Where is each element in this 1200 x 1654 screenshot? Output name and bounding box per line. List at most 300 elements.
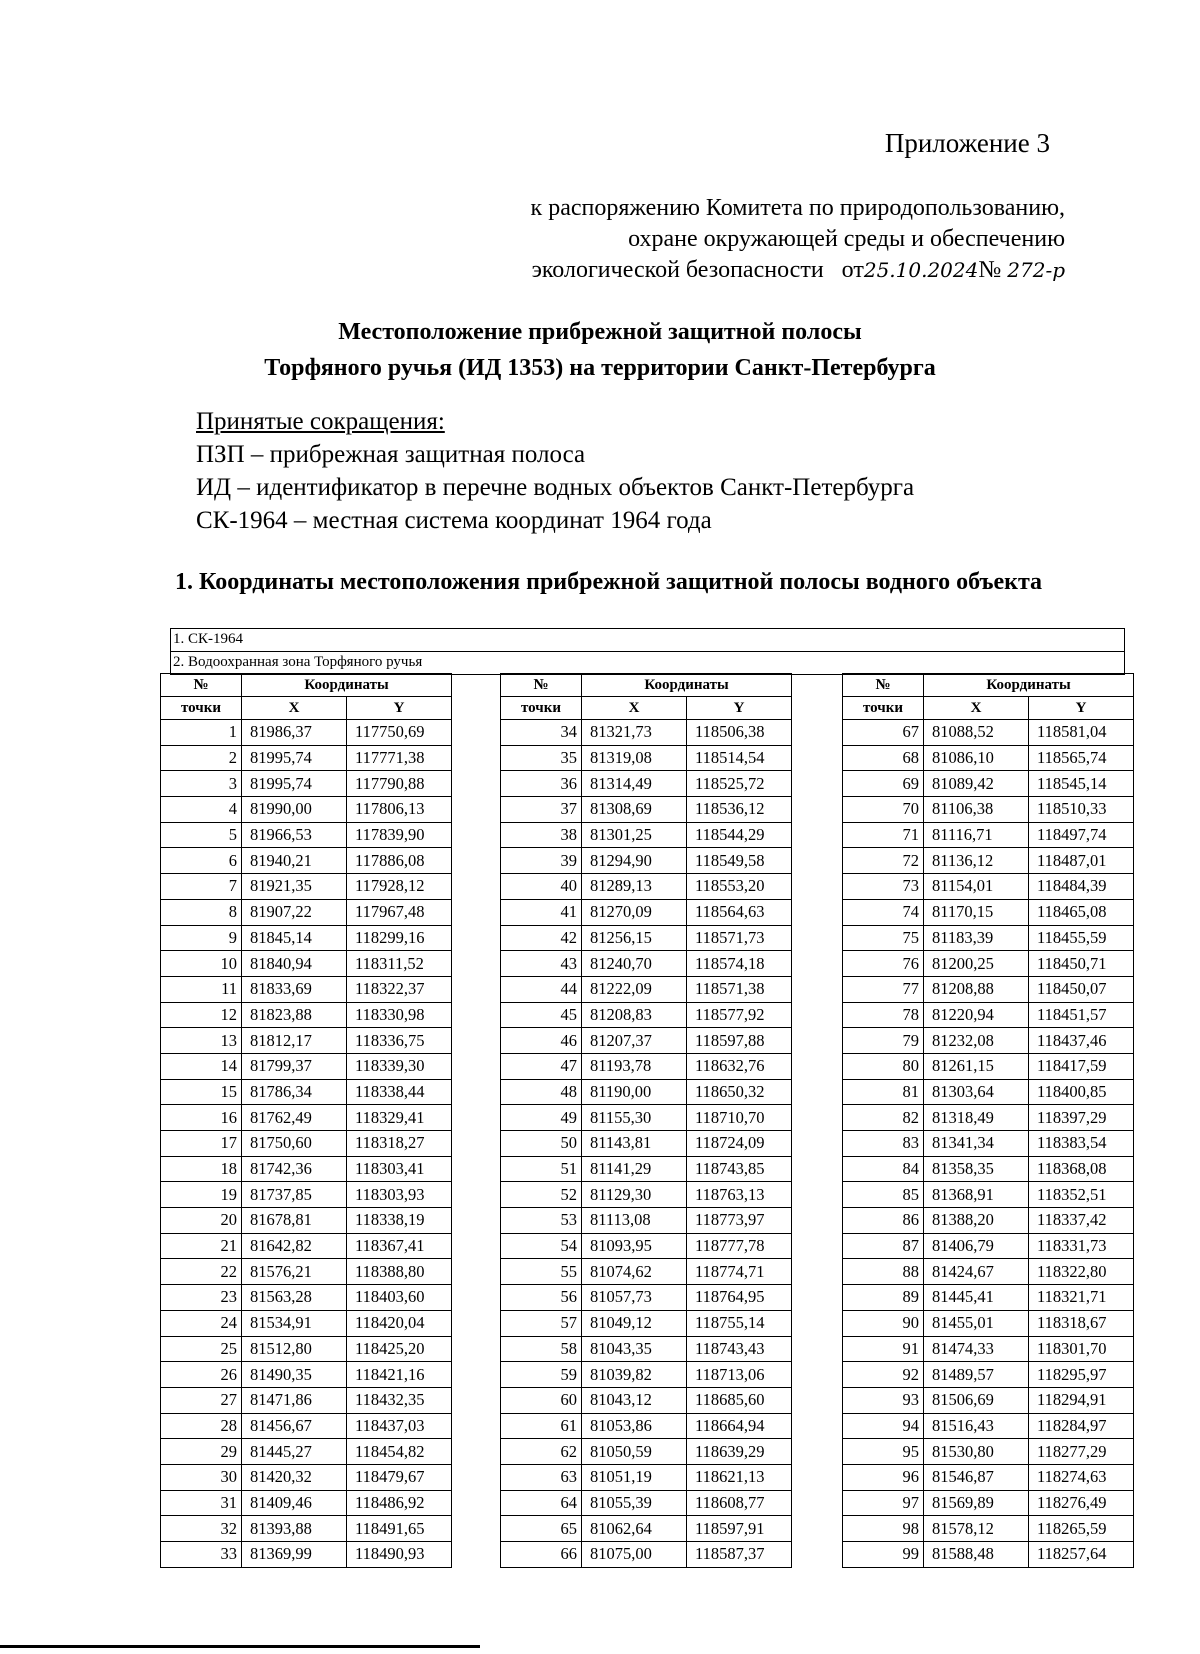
coord-y: 118632,76 — [687, 1053, 792, 1079]
header-y: Y — [347, 697, 452, 720]
bottom-rule — [0, 1645, 480, 1648]
point-number: 91 — [843, 1336, 924, 1362]
table-row — [501, 976, 792, 1002]
point-number: 26 — [161, 1362, 242, 1388]
coord-y: 118743,43 — [687, 1336, 792, 1362]
table-row — [161, 1285, 452, 1311]
coord-y: 118621,13 — [687, 1464, 792, 1490]
table-row — [843, 976, 1134, 1002]
coord-y: 118311,52 — [347, 951, 452, 977]
abbreviations-block — [196, 405, 914, 537]
table-row — [843, 1490, 1134, 1516]
coord-x: 81314,49 — [582, 771, 687, 797]
point-number: 60 — [501, 1387, 582, 1413]
coord-y: 118450,71 — [1029, 951, 1134, 977]
point-number: 72 — [843, 848, 924, 874]
table-row — [843, 1182, 1134, 1208]
coord-y: 118491,65 — [347, 1516, 452, 1542]
coord-x: 81578,12 — [924, 1516, 1029, 1542]
table-row — [501, 1516, 792, 1542]
point-number: 46 — [501, 1028, 582, 1054]
point-number: 62 — [501, 1439, 582, 1465]
coord-y: 118321,71 — [1029, 1285, 1134, 1311]
table-row — [161, 1156, 452, 1182]
point-number: 57 — [501, 1310, 582, 1336]
point-number: 85 — [843, 1182, 924, 1208]
point-number: 17 — [161, 1131, 242, 1157]
coord-x: 81563,28 — [242, 1285, 347, 1311]
point-number: 8 — [161, 899, 242, 925]
coord-y: 118764,95 — [687, 1285, 792, 1311]
coord-y: 118564,63 — [687, 899, 792, 925]
coordinates-table-2 — [500, 673, 792, 1568]
header-point: точки — [501, 697, 582, 720]
point-number: 65 — [501, 1516, 582, 1542]
coord-y: 118303,93 — [347, 1182, 452, 1208]
coord-x: 81113,08 — [582, 1208, 687, 1234]
coord-x: 81301,25 — [582, 822, 687, 848]
point-number: 15 — [161, 1079, 242, 1105]
coord-y: 118525,72 — [687, 771, 792, 797]
coord-y: 118425,20 — [347, 1336, 452, 1362]
coord-y: 118455,59 — [1029, 925, 1134, 951]
coord-x: 81207,37 — [582, 1028, 687, 1054]
table-row — [843, 925, 1134, 951]
point-number: 86 — [843, 1208, 924, 1234]
point-number: 22 — [161, 1259, 242, 1285]
coord-y: 118497,74 — [1029, 822, 1134, 848]
coord-x: 81318,49 — [924, 1105, 1029, 1131]
coord-y: 118581,04 — [1029, 720, 1134, 746]
coord-y: 118330,98 — [347, 1002, 452, 1028]
coord-y: 118565,74 — [1029, 745, 1134, 771]
coord-x: 81393,88 — [242, 1516, 347, 1542]
coord-x: 81208,83 — [582, 1002, 687, 1028]
coord-x: 81786,34 — [242, 1079, 347, 1105]
point-number: 87 — [843, 1233, 924, 1259]
coord-y: 118487,01 — [1029, 848, 1134, 874]
coord-y: 118403,60 — [347, 1285, 452, 1311]
decree-line-2: охране окружающей среды и обеспечению — [628, 226, 1065, 252]
coord-x: 81053,86 — [582, 1413, 687, 1439]
coord-x: 81445,41 — [924, 1285, 1029, 1311]
coord-y: 118545,14 — [1029, 771, 1134, 797]
point-number: 1 — [161, 720, 242, 746]
header-y: Y — [687, 697, 792, 720]
coord-x: 81341,34 — [924, 1131, 1029, 1157]
table-row — [501, 745, 792, 771]
coord-y: 118597,88 — [687, 1028, 792, 1054]
coord-x: 81043,35 — [582, 1336, 687, 1362]
table-row — [501, 1053, 792, 1079]
table-row — [501, 1387, 792, 1413]
point-number: 7 — [161, 874, 242, 900]
table-row — [843, 1105, 1134, 1131]
coord-x: 81569,89 — [924, 1490, 1029, 1516]
table-row — [501, 1413, 792, 1439]
point-number: 92 — [843, 1362, 924, 1388]
table-row — [501, 797, 792, 823]
table-row — [501, 1310, 792, 1336]
coord-y: 118571,38 — [687, 976, 792, 1002]
point-number: 41 — [501, 899, 582, 925]
coord-y: 118417,59 — [1029, 1053, 1134, 1079]
coord-x: 81445,27 — [242, 1439, 347, 1465]
point-number: 18 — [161, 1156, 242, 1182]
coord-x: 81043,12 — [582, 1387, 687, 1413]
table-row — [843, 822, 1134, 848]
point-number: 93 — [843, 1387, 924, 1413]
coordinates-table-1 — [160, 673, 452, 1568]
table-row — [501, 899, 792, 925]
table-row — [501, 874, 792, 900]
point-number: 38 — [501, 822, 582, 848]
coord-y: 118397,29 — [1029, 1105, 1134, 1131]
table-row — [843, 1516, 1134, 1542]
point-number: 89 — [843, 1285, 924, 1311]
point-number: 37 — [501, 797, 582, 823]
coord-y: 118337,42 — [1029, 1208, 1134, 1234]
header-no: № — [843, 674, 924, 697]
table-row — [501, 1182, 792, 1208]
table-row — [843, 771, 1134, 797]
table-row — [161, 1233, 452, 1259]
coord-y: 117771,38 — [347, 745, 452, 771]
coord-x: 81093,95 — [582, 1233, 687, 1259]
table-row — [501, 848, 792, 874]
coord-x: 81358,35 — [924, 1156, 1029, 1182]
point-number: 40 — [501, 874, 582, 900]
point-number: 95 — [843, 1439, 924, 1465]
table-row — [161, 1362, 452, 1388]
coord-y: 117928,12 — [347, 874, 452, 900]
coord-y: 118420,04 — [347, 1310, 452, 1336]
coord-y: 118352,51 — [1029, 1182, 1134, 1208]
coord-y: 118322,37 — [347, 976, 452, 1002]
table-row — [501, 1002, 792, 1028]
table-row — [843, 899, 1134, 925]
point-number: 49 — [501, 1105, 582, 1131]
table-row — [843, 1285, 1134, 1311]
header-coordinates: Координаты — [582, 674, 792, 697]
coord-x: 81193,78 — [582, 1053, 687, 1079]
point-number: 4 — [161, 797, 242, 823]
coord-y: 118571,73 — [687, 925, 792, 951]
coord-y: 118299,16 — [347, 925, 452, 951]
table-row — [843, 1028, 1134, 1054]
coord-x: 81576,21 — [242, 1259, 347, 1285]
header-y: Y — [1029, 697, 1134, 720]
coord-x: 81512,80 — [242, 1336, 347, 1362]
coord-y: 118336,75 — [347, 1028, 452, 1054]
point-number: 48 — [501, 1079, 582, 1105]
coord-y: 118553,20 — [687, 874, 792, 900]
coord-x: 81256,15 — [582, 925, 687, 951]
point-number: 78 — [843, 1002, 924, 1028]
coord-y: 118432,35 — [347, 1387, 452, 1413]
coord-x: 81506,69 — [924, 1387, 1029, 1413]
coord-x: 81409,46 — [242, 1490, 347, 1516]
coord-x: 81051,19 — [582, 1464, 687, 1490]
coord-x: 81940,21 — [242, 848, 347, 874]
coord-x: 81921,35 — [242, 874, 347, 900]
table-row — [843, 951, 1134, 977]
point-number: 70 — [843, 797, 924, 823]
point-number: 55 — [501, 1259, 582, 1285]
point-number: 42 — [501, 925, 582, 951]
point-number: 64 — [501, 1490, 582, 1516]
point-number: 10 — [161, 951, 242, 977]
coord-y: 118743,85 — [687, 1156, 792, 1182]
table-row — [843, 1464, 1134, 1490]
point-number: 34 — [501, 720, 582, 746]
coord-x: 81170,15 — [924, 899, 1029, 925]
coord-y: 118294,91 — [1029, 1387, 1134, 1413]
point-number: 39 — [501, 848, 582, 874]
point-number: 23 — [161, 1285, 242, 1311]
coord-y: 118544,29 — [687, 822, 792, 848]
table-row — [501, 925, 792, 951]
coord-x: 81039,82 — [582, 1362, 687, 1388]
table-row — [161, 1053, 452, 1079]
coord-y: 118650,32 — [687, 1079, 792, 1105]
decree-from-label: от — [841, 257, 864, 283]
coord-y: 118574,18 — [687, 951, 792, 977]
coord-x: 81530,80 — [924, 1439, 1029, 1465]
table-row — [501, 1233, 792, 1259]
header-no: № — [501, 674, 582, 697]
table-row — [161, 1439, 452, 1465]
coord-y: 117790,88 — [347, 771, 452, 797]
coord-y: 118437,46 — [1029, 1028, 1134, 1054]
point-number: 97 — [843, 1490, 924, 1516]
abbreviation-item: ИД – идентификатор в перечне водных объектов Санкт-Петербурга — [196, 474, 915, 501]
coord-y: 118773,97 — [687, 1208, 792, 1234]
table-row — [501, 771, 792, 797]
table-row — [501, 822, 792, 848]
coord-y: 118639,29 — [687, 1439, 792, 1465]
point-number: 24 — [161, 1310, 242, 1336]
table-row — [843, 1336, 1134, 1362]
coord-x: 81490,35 — [242, 1362, 347, 1388]
coord-y: 118664,94 — [687, 1413, 792, 1439]
table-row — [843, 1310, 1134, 1336]
table-row — [843, 1208, 1134, 1234]
point-number: 61 — [501, 1413, 582, 1439]
coord-x: 81489,57 — [924, 1362, 1029, 1388]
table-row — [843, 1439, 1134, 1465]
table-row — [501, 1285, 792, 1311]
table-row — [843, 848, 1134, 874]
coord-y: 118486,92 — [347, 1490, 452, 1516]
point-number: 32 — [161, 1516, 242, 1542]
coord-x: 81321,73 — [582, 720, 687, 746]
table-row — [161, 848, 452, 874]
header-point: точки — [161, 697, 242, 720]
coord-x: 81966,53 — [242, 822, 347, 848]
table-row — [843, 1156, 1134, 1182]
coord-x: 81420,32 — [242, 1464, 347, 1490]
point-number: 59 — [501, 1362, 582, 1388]
coord-y: 118437,03 — [347, 1413, 452, 1439]
header-x: X — [924, 697, 1029, 720]
coord-y: 118710,70 — [687, 1105, 792, 1131]
coord-x: 81762,49 — [242, 1105, 347, 1131]
coord-y: 118724,09 — [687, 1131, 792, 1157]
table-row — [843, 1362, 1134, 1388]
decree-number-label: № — [978, 257, 1002, 283]
document-title — [0, 314, 1200, 386]
table-row — [161, 1182, 452, 1208]
coord-y: 118388,80 — [347, 1259, 452, 1285]
coord-y: 118763,13 — [687, 1182, 792, 1208]
table-row — [161, 1028, 452, 1054]
coord-x: 81222,09 — [582, 976, 687, 1002]
table-row — [161, 1079, 452, 1105]
coord-y: 118339,30 — [347, 1053, 452, 1079]
coord-y: 117886,08 — [347, 848, 452, 874]
coord-x: 81240,70 — [582, 951, 687, 977]
coord-x: 81136,12 — [924, 848, 1029, 874]
table-row — [843, 1079, 1134, 1105]
point-number: 5 — [161, 822, 242, 848]
table-row — [161, 874, 452, 900]
coord-y: 117750,69 — [347, 720, 452, 746]
coord-x: 81050,59 — [582, 1439, 687, 1465]
table-row — [161, 1490, 452, 1516]
coord-y: 118274,63 — [1029, 1464, 1134, 1490]
table-row — [161, 1131, 452, 1157]
table-row — [501, 1079, 792, 1105]
point-number: 19 — [161, 1182, 242, 1208]
coord-x: 81074,62 — [582, 1259, 687, 1285]
table-row — [501, 1439, 792, 1465]
coord-x: 81737,85 — [242, 1182, 347, 1208]
table-row — [843, 1233, 1134, 1259]
coord-x: 81388,20 — [924, 1208, 1029, 1234]
table-row — [501, 951, 792, 977]
table-row — [843, 745, 1134, 771]
coord-y: 118506,38 — [687, 720, 792, 746]
point-number: 73 — [843, 874, 924, 900]
point-number: 68 — [843, 745, 924, 771]
table-row — [161, 1259, 452, 1285]
table-row — [161, 720, 452, 746]
table-row — [161, 771, 452, 797]
header-coordinates: Координаты — [924, 674, 1134, 697]
point-number: 81 — [843, 1079, 924, 1105]
table-row — [501, 1490, 792, 1516]
coord-x: 81907,22 — [242, 899, 347, 925]
coord-x: 81220,94 — [924, 1002, 1029, 1028]
point-number: 36 — [501, 771, 582, 797]
table-row — [501, 1259, 792, 1285]
point-number: 94 — [843, 1413, 924, 1439]
table-row — [843, 1131, 1134, 1157]
point-number: 54 — [501, 1233, 582, 1259]
coord-y: 118400,85 — [1029, 1079, 1134, 1105]
point-number: 58 — [501, 1336, 582, 1362]
coord-x: 81588,48 — [924, 1542, 1029, 1568]
coord-x: 81208,88 — [924, 976, 1029, 1002]
point-number: 31 — [161, 1490, 242, 1516]
point-number: 44 — [501, 976, 582, 1002]
point-number: 12 — [161, 1002, 242, 1028]
point-number: 14 — [161, 1053, 242, 1079]
coord-y: 118331,73 — [1029, 1233, 1134, 1259]
coord-x: 81062,64 — [582, 1516, 687, 1542]
coord-x: 81750,60 — [242, 1131, 347, 1157]
header-x: X — [582, 697, 687, 720]
coord-x: 81424,67 — [924, 1259, 1029, 1285]
table-row — [161, 1002, 452, 1028]
coord-y: 118257,64 — [1029, 1542, 1134, 1568]
coord-x: 81456,67 — [242, 1413, 347, 1439]
coord-y: 118284,97 — [1029, 1413, 1134, 1439]
coord-x: 81049,12 — [582, 1310, 687, 1336]
coord-y: 118514,54 — [687, 745, 792, 771]
table-row — [161, 1105, 452, 1131]
appendix-label: Приложение 3 — [884, 128, 1050, 158]
coord-x: 81369,99 — [242, 1542, 347, 1568]
coord-x: 81455,01 — [924, 1310, 1029, 1336]
table-row — [161, 822, 452, 848]
point-number: 82 — [843, 1105, 924, 1131]
point-number: 77 — [843, 976, 924, 1002]
table-row — [501, 720, 792, 746]
point-number: 66 — [501, 1542, 582, 1568]
point-number: 43 — [501, 951, 582, 977]
point-number: 67 — [843, 720, 924, 746]
coord-y: 118451,57 — [1029, 1002, 1134, 1028]
coord-x: 81845,14 — [242, 925, 347, 951]
coord-x: 81143,81 — [582, 1131, 687, 1157]
coord-y: 118367,41 — [347, 1233, 452, 1259]
point-number: 53 — [501, 1208, 582, 1234]
coord-x: 81190,00 — [582, 1079, 687, 1105]
table-row — [501, 1464, 792, 1490]
table-row — [501, 1156, 792, 1182]
point-number: 20 — [161, 1208, 242, 1234]
coord-x: 81089,42 — [924, 771, 1029, 797]
coordinate-system-boxes — [170, 628, 1125, 675]
point-number: 75 — [843, 925, 924, 951]
table-row — [501, 1208, 792, 1234]
coord-x: 81823,88 — [242, 1002, 347, 1028]
coord-x: 81546,87 — [924, 1464, 1029, 1490]
table-row — [843, 1053, 1134, 1079]
coord-x: 81799,37 — [242, 1053, 347, 1079]
coord-x: 81368,91 — [924, 1182, 1029, 1208]
abbreviation-item: ПЗП – прибрежная защитная полоса — [196, 441, 586, 468]
point-number: 11 — [161, 976, 242, 1002]
coord-y: 118490,93 — [347, 1542, 452, 1568]
coord-x: 81200,25 — [924, 951, 1029, 977]
coord-x: 81812,17 — [242, 1028, 347, 1054]
point-number: 33 — [161, 1542, 242, 1568]
table-row — [501, 1105, 792, 1131]
coord-y: 118277,29 — [1029, 1439, 1134, 1465]
coord-x: 81678,81 — [242, 1208, 347, 1234]
table-row — [501, 1028, 792, 1054]
coord-x: 81319,08 — [582, 745, 687, 771]
point-number: 21 — [161, 1233, 242, 1259]
coordinates-table-3 — [842, 673, 1134, 1568]
abbreviation-item: СК-1964 – местная система координат 1964 года — [196, 507, 712, 534]
point-number: 28 — [161, 1413, 242, 1439]
table-row — [161, 1542, 452, 1568]
coord-y: 118608,77 — [687, 1490, 792, 1516]
